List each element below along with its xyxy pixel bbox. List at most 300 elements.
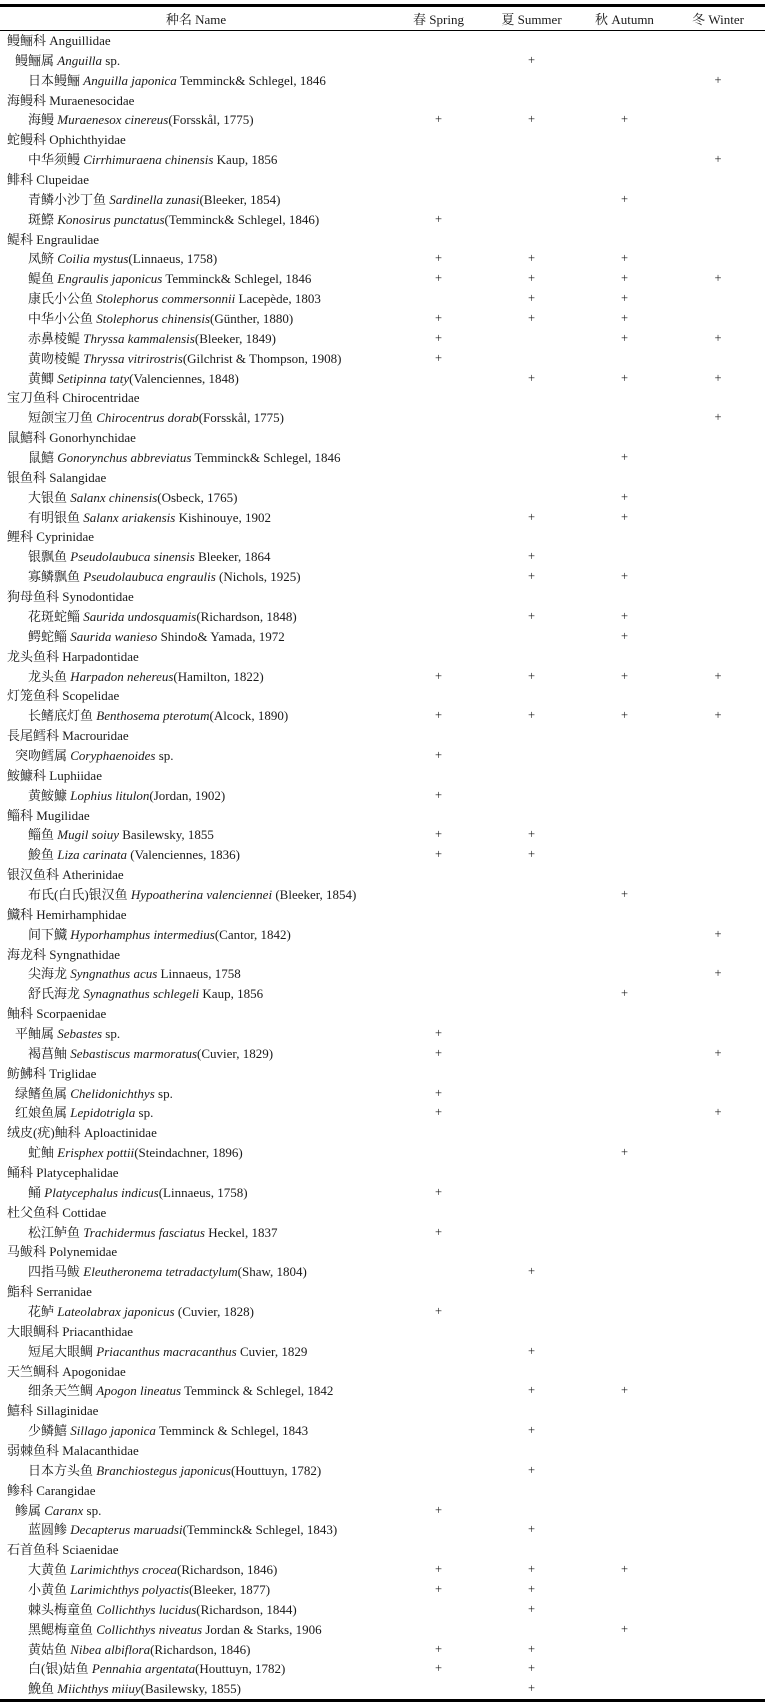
species-name — [0, 110, 392, 130]
season-cell-summer — [485, 1580, 578, 1600]
table-row — [0, 607, 765, 627]
table-row — [0, 190, 765, 210]
column-header-name-zh: 种名 — [165, 12, 192, 27]
name-scientific: Harpadon nehereus — [67, 668, 174, 684]
species-name — [0, 607, 392, 627]
name-authority: Aploactinidae — [80, 1125, 157, 1141]
name-scientific: Collichthys lucidus — [93, 1601, 197, 1617]
table-row — [0, 1441, 765, 1461]
name-authority: Temminck& Schlegel, 1846 — [176, 72, 326, 88]
table-row — [0, 1143, 765, 1163]
name-authority: (Steindachner, 1896) — [134, 1145, 243, 1161]
name-chinese: 绿鳍鱼属 — [15, 1085, 68, 1101]
season-cell-summer — [485, 1421, 578, 1441]
name-authority: (Günther, 1880) — [210, 311, 294, 327]
name-authority: (Richardson, 1844) — [196, 1601, 297, 1617]
season-cell-spring — [392, 249, 485, 269]
name-chinese: 杜父鱼科 — [7, 1204, 60, 1220]
table-row — [0, 1342, 765, 1362]
season-cell-autumn — [578, 369, 671, 389]
name-authority: Serranidae — [33, 1284, 92, 1300]
name-chinese: 黄鮟鱇 — [28, 787, 68, 803]
name-scientific: Syngnathus acus — [67, 966, 158, 982]
name-authority: Cottidae — [59, 1204, 107, 1220]
name-authority: Sciaenidae — [59, 1542, 119, 1558]
table-row — [0, 249, 765, 269]
table-row — [0, 686, 765, 706]
name-authority: Triglidae — [46, 1065, 97, 1081]
name-scientific: Nibea albiflora — [67, 1641, 151, 1657]
family-name — [0, 1441, 392, 1461]
name-authority: Apogonidae — [59, 1363, 126, 1379]
species-name — [0, 1044, 392, 1064]
presence-marker: + — [527, 847, 536, 862]
season-cell-spring — [392, 269, 485, 289]
season-cell-summer — [485, 1679, 578, 1699]
name-authority: (Hamilton, 1822) — [173, 668, 264, 684]
name-chinese: 鲂鮄科 — [7, 1065, 47, 1081]
table-row — [0, 567, 765, 587]
presence-marker: + — [527, 112, 536, 127]
name-chinese: 鳗鲡属 — [15, 52, 55, 68]
presence-marker: + — [434, 251, 443, 266]
name-scientific: Larimichthys polyactis — [67, 1582, 190, 1598]
family-name — [0, 428, 392, 448]
table-row — [0, 1183, 765, 1203]
presence-marker: + — [620, 886, 629, 901]
name-authority: Chirocentridae — [59, 390, 140, 406]
name-chinese: 斑鰶 — [28, 211, 55, 227]
season-cell-autumn — [578, 249, 671, 269]
table-row — [0, 349, 765, 369]
table-row — [0, 984, 765, 1004]
season-cell-summer — [485, 1461, 578, 1481]
presence-marker: + — [620, 311, 629, 326]
table-row — [0, 369, 765, 389]
table-row — [0, 1381, 765, 1401]
name-scientific: Pennahia argentata — [88, 1661, 196, 1677]
name-scientific: Engraulis japonicus — [54, 271, 163, 287]
species-name — [0, 329, 392, 349]
name-chinese: 间下鱵 — [28, 926, 68, 942]
species-name — [0, 706, 392, 726]
presence-marker: + — [714, 966, 722, 981]
name-authority: Macrouridae — [59, 728, 129, 744]
name-scientific: Cirrhimuraena chinensis — [80, 152, 214, 168]
season-cell-spring — [392, 667, 485, 687]
name-authority: Engraulidae — [33, 231, 100, 247]
season-cell-summer — [485, 309, 578, 329]
table-row — [0, 388, 765, 408]
species-name — [0, 349, 392, 369]
season-cell-autumn — [578, 269, 671, 289]
table-row — [0, 150, 765, 170]
season-cell-summer — [485, 289, 578, 309]
name-authority: (Temminck& Schlegel, 1846) — [164, 211, 320, 227]
season-cell-autumn — [578, 448, 671, 468]
name-chinese: 鲹科 — [7, 1482, 34, 1498]
name-scientific: Thryssa kammalensis — [80, 330, 195, 346]
season-cell-autumn — [578, 667, 671, 687]
species-name — [0, 984, 392, 1004]
name-scientific: Collichthys niveatus — [93, 1621, 203, 1637]
season-cell-spring — [392, 786, 485, 806]
season-cell-summer — [485, 667, 578, 687]
presence-marker: + — [527, 1582, 536, 1597]
season-cell-summer — [485, 269, 578, 289]
name-authority: (Alcock, 1890) — [209, 708, 289, 724]
season-cell-summer — [485, 1520, 578, 1540]
name-scientific: Liza carinata — [54, 847, 127, 863]
name-chinese: 海鳗科 — [7, 92, 47, 108]
table-body — [0, 31, 765, 1699]
name-authority: (Cuvier, 1829) — [197, 1045, 274, 1061]
name-chinese: 红娘鱼属 — [15, 1105, 68, 1121]
species-name — [0, 1262, 392, 1282]
presence-marker: + — [620, 1621, 629, 1636]
name-chinese: 日本鳗鲡 — [28, 72, 81, 88]
name-authority: Scopelidae — [59, 688, 120, 704]
name-chinese: 细条天竺鲷 — [28, 1383, 94, 1399]
presence-marker: + — [620, 569, 629, 584]
name-scientific: Benthosema pterotum — [93, 708, 210, 724]
family-name — [0, 1064, 392, 1084]
family-name — [0, 587, 392, 607]
season-cell-spring — [392, 1560, 485, 1580]
season-cell-summer — [485, 110, 578, 130]
species-name — [0, 71, 392, 91]
table-row — [0, 1421, 765, 1441]
season-cell-summer — [485, 1262, 578, 1282]
name-authority: Mugilidae — [33, 807, 90, 823]
species-name — [0, 1084, 392, 1104]
name-scientific: Sardinella zunasi — [106, 191, 200, 207]
presence-marker: + — [434, 330, 443, 345]
season-cell-summer — [485, 567, 578, 587]
family-name — [0, 1163, 392, 1183]
species-name — [0, 567, 392, 587]
season-cell-summer — [485, 51, 578, 71]
presence-marker: + — [434, 1304, 443, 1318]
name-scientific: Synagnathus schlegeli — [80, 986, 200, 1002]
presence-marker: + — [620, 668, 629, 683]
species-name — [0, 269, 392, 289]
name-chinese: 银汉鱼科 — [7, 867, 60, 883]
season-cell-summer — [485, 249, 578, 269]
name-authority: (Houttuyn, 1782) — [195, 1661, 286, 1677]
table-row — [0, 1659, 765, 1679]
name-authority: Synodontidae — [59, 589, 134, 605]
table-row — [0, 1520, 765, 1540]
name-authority: (Valenciennes, 1836) — [126, 847, 240, 863]
name-chinese: 松江鲈鱼 — [28, 1224, 81, 1240]
name-authority: Priacanthidae — [59, 1323, 134, 1339]
presence-marker: + — [714, 1105, 722, 1120]
family-name — [0, 1242, 392, 1262]
table-row — [0, 1024, 765, 1044]
season-cell-spring — [392, 1501, 485, 1521]
table-row — [0, 1163, 765, 1183]
species-name — [0, 249, 392, 269]
species-name — [0, 627, 392, 647]
family-name — [0, 91, 392, 111]
name-chinese: 鱵科 — [7, 906, 34, 922]
name-chinese: 鲉科 — [7, 1006, 34, 1022]
table-row — [0, 468, 765, 488]
name-authority: (Bleeker, 1849) — [194, 330, 276, 346]
name-scientific: Konosirus punctatus — [54, 211, 165, 227]
season-cell-spring — [392, 1640, 485, 1660]
table-row — [0, 309, 765, 329]
species-name — [0, 1461, 392, 1481]
name-scientific: Caranx — [41, 1502, 84, 1518]
family-name — [0, 905, 392, 925]
season-cell-summer — [485, 1342, 578, 1362]
species-name — [0, 1342, 392, 1362]
name-authority: Salangidae — [46, 469, 107, 485]
table-row — [0, 170, 765, 190]
name-scientific: Larimichthys crocea — [67, 1562, 178, 1578]
name-chinese: 短颌宝刀鱼 — [28, 410, 94, 426]
presence-marker: + — [714, 1045, 722, 1060]
name-authority: (Richardson, 1848) — [196, 608, 297, 624]
table-row — [0, 1064, 765, 1084]
table-row — [0, 230, 765, 250]
name-chinese: 中华须鳗 — [28, 152, 81, 168]
name-scientific: Apogon lineatus — [93, 1383, 182, 1399]
presence-marker: + — [714, 72, 722, 87]
species-name — [0, 1520, 392, 1540]
presence-marker: + — [434, 1045, 443, 1060]
family-name — [0, 945, 392, 965]
name-chinese: 短尾大眼鲷 — [28, 1343, 94, 1359]
table-row — [0, 428, 765, 448]
table-row — [0, 488, 765, 508]
species-name — [0, 746, 392, 766]
table-row — [0, 448, 765, 468]
name-scientific: Pseudolaubuca engraulis — [80, 569, 216, 585]
name-chinese: 康氏小公鱼 — [28, 291, 94, 307]
species-name — [0, 1223, 392, 1243]
presence-marker: + — [527, 509, 536, 524]
season-cell-spring — [392, 349, 485, 369]
name-chinese: 鮟鱇科 — [7, 767, 47, 783]
season-cell-summer — [485, 547, 578, 567]
presence-marker: + — [527, 549, 536, 564]
name-chinese: 少鳞鱚 — [28, 1423, 68, 1439]
presence-marker: + — [434, 1025, 443, 1040]
family-name — [0, 647, 392, 667]
presence-marker: + — [527, 569, 536, 584]
name-scientific: Priacanthus macracanthus — [93, 1343, 237, 1359]
name-authority: (Jordan, 1902) — [149, 787, 226, 803]
name-chinese: 鲬科 — [7, 1164, 34, 1180]
presence-marker: + — [527, 291, 536, 306]
family-name — [0, 31, 392, 51]
name-scientific: Coryphaenoides — [67, 747, 156, 763]
season-cell-winter — [671, 964, 765, 984]
name-scientific: Chelidonichthys — [67, 1085, 155, 1101]
name-authority: Scorpaenidae — [33, 1006, 107, 1022]
table-row — [0, 667, 765, 687]
species-name — [0, 289, 392, 309]
species-name — [0, 190, 392, 210]
name-authority: (Valenciennes, 1848) — [129, 370, 239, 386]
season-cell-autumn — [578, 885, 671, 905]
season-cell-summer — [485, 1560, 578, 1580]
name-chinese: 鮸鱼 — [28, 1681, 55, 1697]
season-cell-summer — [485, 845, 578, 865]
table-row — [0, 1322, 765, 1342]
name-chinese: 寡鳞飘鱼 — [28, 569, 81, 585]
table-header-row — [0, 7, 765, 30]
name-authority: Carangidae — [33, 1482, 96, 1498]
family-name — [0, 1481, 392, 1501]
presence-marker: + — [527, 1681, 536, 1696]
table-row — [0, 1004, 765, 1024]
presence-marker: + — [527, 311, 536, 326]
season-cell-autumn — [578, 488, 671, 508]
name-chinese: 鳀鱼 — [28, 271, 55, 287]
season-cell-spring — [392, 1024, 485, 1044]
presence-marker: + — [527, 1423, 536, 1438]
family-name — [0, 1362, 392, 1382]
species-name — [0, 1640, 392, 1660]
presence-marker: + — [527, 1343, 536, 1358]
name-authority: (Cantor, 1842) — [214, 926, 291, 942]
season-cell-winter — [671, 71, 765, 91]
table-row — [0, 1203, 765, 1223]
name-authority: Linnaeus, 1758 — [157, 966, 241, 982]
presence-marker: + — [714, 370, 722, 385]
season-cell-summer — [485, 607, 578, 627]
presence-marker: + — [527, 1601, 536, 1616]
season-cell-spring — [392, 1302, 485, 1322]
table-row — [0, 1580, 765, 1600]
name-chinese: 黑鳃梅童鱼 — [28, 1621, 94, 1637]
name-authority: Shindo& Yamada, 1972 — [157, 628, 285, 644]
name-scientific: Thryssa vitrirostris — [80, 350, 183, 366]
season-cell-spring — [392, 210, 485, 230]
name-chinese: 舒氏海龙 — [28, 986, 81, 1002]
presence-marker: + — [527, 1522, 536, 1537]
presence-marker: + — [620, 708, 629, 723]
presence-marker: + — [714, 926, 722, 941]
name-scientific: Miichthys miiuy — [54, 1681, 141, 1697]
presence-marker: + — [434, 1562, 443, 1577]
column-header-summer-zh: 夏 — [501, 12, 515, 27]
table-row — [0, 71, 765, 91]
name-chinese: 龙头鱼 — [28, 668, 68, 684]
season-cell-spring — [392, 1084, 485, 1104]
name-authority: (Bleeker, 1854) — [272, 886, 357, 902]
species-name — [0, 1103, 392, 1123]
name-scientific: Saurida undosquamis — [80, 608, 197, 624]
name-chinese: 银飘鱼 — [28, 549, 68, 565]
season-cell-summer — [485, 825, 578, 845]
name-scientific: Lophius litulon — [67, 787, 150, 803]
name-authority: Lacepède, 1803 — [235, 291, 321, 307]
table-row — [0, 269, 765, 289]
species-name — [0, 825, 392, 845]
table-row — [0, 110, 765, 130]
name-scientific: Pseudolaubuca sinensis — [67, 549, 195, 565]
name-authority: (Richardson, 1846) — [150, 1641, 251, 1657]
season-cell-autumn — [578, 627, 671, 647]
name-chinese: 石首鱼科 — [7, 1542, 60, 1558]
name-chinese: 狗母鱼科 — [7, 589, 60, 605]
name-scientific: Sillago japonica — [67, 1423, 156, 1439]
presence-marker: + — [527, 608, 536, 623]
name-chinese: 大银鱼 — [28, 489, 68, 505]
name-chinese: 蓝圆鲹 — [28, 1522, 68, 1538]
family-name — [0, 1401, 392, 1421]
season-cell-summer — [485, 706, 578, 726]
family-name — [0, 1004, 392, 1024]
species-name — [0, 1659, 392, 1679]
name-authority: Polynemidae — [46, 1244, 118, 1260]
name-authority: Kaup, 1856 — [199, 986, 264, 1002]
species-name — [0, 1381, 392, 1401]
table-row — [0, 1262, 765, 1282]
column-header-autumn-zh: 秋 — [595, 12, 609, 27]
name-scientific: Decapterus maruadsi — [67, 1522, 183, 1538]
name-scientific: Hypoatherina valenciennei — [127, 886, 273, 902]
name-chinese: 尖海龙 — [28, 966, 68, 982]
season-cell-spring — [392, 746, 485, 766]
table-row — [0, 1302, 765, 1322]
name-chinese: 鳄蛇鲻 — [28, 628, 68, 644]
table-row — [0, 1084, 765, 1104]
season-cell-winter — [671, 925, 765, 945]
season-cell-autumn — [578, 289, 671, 309]
family-name — [0, 766, 392, 786]
name-chinese: 棘头梅童鱼 — [28, 1601, 94, 1617]
column-header-spring-zh: 春 — [413, 12, 427, 27]
table-row — [0, 726, 765, 746]
presence-marker: + — [434, 787, 443, 802]
family-name — [0, 1322, 392, 1342]
name-authority: Basilewsky, 1855 — [119, 827, 214, 843]
season-cell-spring — [392, 1044, 485, 1064]
season-cell-summer — [485, 1659, 578, 1679]
table-row — [0, 627, 765, 647]
season-cell-autumn — [578, 110, 671, 130]
presence-marker: + — [434, 1661, 443, 1676]
season-cell-autumn — [578, 508, 671, 528]
presence-marker: + — [434, 708, 443, 723]
name-authority: (Forsskål, 1775) — [168, 112, 254, 128]
name-authority: Malacanthidae — [59, 1443, 139, 1459]
name-chinese: 鳀科 — [7, 231, 34, 247]
name-chinese: 鳗鲡科 — [7, 33, 47, 48]
family-name — [0, 388, 392, 408]
table-row — [0, 31, 765, 51]
presence-marker: + — [527, 668, 536, 683]
species-name — [0, 488, 392, 508]
table-row — [0, 1540, 765, 1560]
season-cell-autumn — [578, 1620, 671, 1640]
presence-marker: + — [434, 847, 443, 862]
presence-marker: + — [620, 489, 629, 504]
table-row — [0, 1679, 765, 1699]
table-row — [0, 51, 765, 71]
species-name — [0, 1024, 392, 1044]
presence-marker: + — [527, 708, 536, 723]
name-authority: Anguillidae — [46, 33, 111, 48]
season-cell-winter — [671, 667, 765, 687]
season-cell-winter — [671, 1103, 765, 1123]
